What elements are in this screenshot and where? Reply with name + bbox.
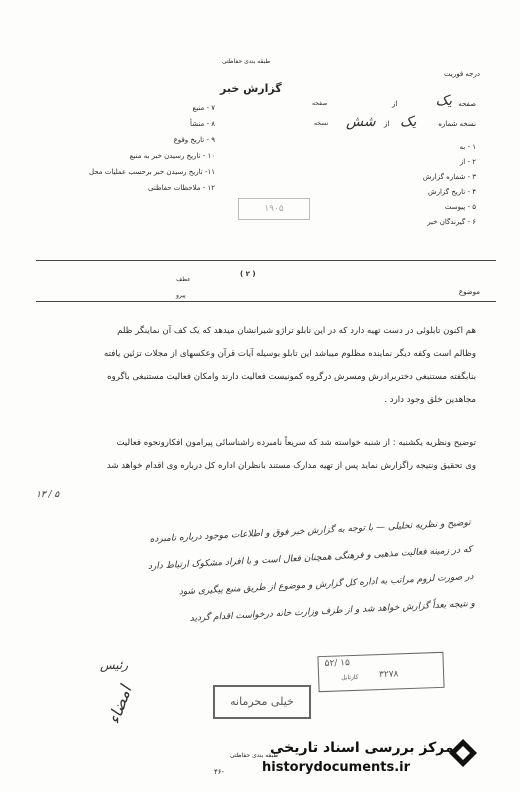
handwritten-date: ۱۳ / ۵: [36, 490, 60, 500]
handwritten-line: و نتیجه بعداً گزارش خواهد شد و از طرف وزارت خانه درخواست اقدام گردید: [189, 598, 476, 624]
handwritten-line: که در زمینه فعالیت مذهبی و فرهنگی همچنان فعال است و با افراد مشکوک ارتباط دارد: [147, 544, 473, 572]
field-item: ۱۰ - تاریخ رسیدن خبر به منبع: [129, 152, 215, 160]
faded-stamp-text: ۱۹۰۵: [264, 204, 284, 214]
handwritten-signature: امضاء: [104, 683, 136, 727]
field-item: ۶ - گیرندگان خبر: [427, 218, 476, 226]
divider: [36, 260, 496, 261]
explanation: [36, 432, 476, 478]
copy-label: نسخه شماره: [438, 120, 476, 128]
page-hand: یک: [435, 93, 452, 109]
registry-stamp-number: ۵۲/ ۱۵: [324, 658, 351, 669]
handwritten-note: [41, 510, 476, 640]
of-label: از: [392, 100, 398, 108]
copies-hand: شش: [346, 114, 376, 130]
page-title: گزارش خبر: [220, 82, 282, 95]
body-line: بنابگفته مستنبغی دختربرادرش ومسرش درگروه کمونیست فعالیت دارند وامکان فعالیت مستنبغی باگروه: [107, 372, 476, 382]
atf-label: عطف: [176, 276, 191, 283]
divider: [36, 301, 496, 302]
field-item: ۲ - از: [459, 158, 476, 166]
explanation-line: توضیح ونظریه یکشنبه : از شنبه خواسته شد که سریعاً نامبرده راشناسائی پیرامون افکارونحوه فعالیت: [116, 438, 476, 448]
copy-hand: یک: [400, 114, 417, 130]
field-item: ۵ - پیوست: [444, 203, 476, 211]
classification-stamp-text: خیلی محرمانه: [230, 695, 294, 708]
field-item: ۹ - تاریخ وقوع: [173, 136, 215, 144]
watermark-title: مرکز بررسی اسناد تاریخی: [270, 740, 454, 756]
body-line: مجاهدین خلق وجود دارد .: [384, 395, 476, 405]
page-label-2: صفحه: [312, 100, 328, 107]
report-number: ( ۲ ): [240, 270, 256, 278]
body-line: هم اکنون تابلوئی در دست تهیه دارد که در این تابلو تراژو شیرانشان میدهد که یک کف آن نماینگر ظلم: [117, 326, 476, 336]
field-item: ۱ - به: [459, 143, 476, 151]
field-item: ۱۱- تاریخ رسیدن خبر برحسب عملیات محل: [88, 168, 215, 176]
classification-stamp: [213, 685, 311, 719]
degree-label: درجه فوریت: [444, 70, 480, 78]
registry-stamp-label: کارتابل: [341, 673, 359, 682]
class-label: طبقه بندی حفاظتی: [222, 58, 271, 65]
faded-stamp: [238, 198, 310, 220]
registry-stamp-number-2: ۳۲۷۸: [378, 669, 399, 681]
page-number: ۴۶-: [214, 768, 225, 776]
watermark-url: historydocuments.ir: [262, 760, 411, 775]
right-fields: [423, 140, 476, 230]
handwritten-line: توضیح و نظریه تحلیلی — با توجه به گزارش خبر فوق و اطلاعات موجود درباره نامبرده: [149, 517, 471, 545]
explanation-line: وی تحقیق ونتیجه راگزارش نماید پس از تهیه مدارک مستند بانظران اداره کل درباره وی اقدام خواهد شد: [106, 461, 476, 471]
page-label: صفحه: [458, 100, 476, 108]
field-item: ۳ - شماره گزارش: [422, 173, 476, 181]
report-body: [36, 320, 476, 412]
of-label-2: از: [384, 120, 390, 128]
field-item: ۴ - تاریخ گزارش: [428, 188, 476, 196]
field-item: ۸ - منشأ: [190, 120, 215, 128]
left-fields: [89, 100, 215, 196]
peiro-label: پیرو: [176, 292, 186, 299]
field-item: ۱۲ - ملاحظات حفاظتی: [148, 184, 215, 192]
handwritten-initial: رئیس: [100, 658, 129, 672]
copies-label: نسخه: [314, 120, 329, 127]
handwritten-line: در صورت لزوم مراتب به اداره کل گزارش و موضوع از طریق منبع پیگیری شود: [178, 571, 474, 598]
footer-class-label: طبقه بندی حفاظتی: [230, 752, 279, 759]
subject-label: موضوع: [458, 288, 480, 296]
body-line: وظالم است وکفه دیگر نماینده مظلوم میباشد این تابلو بوسیله آیات قرآن وعکسهای از مجلات تزئین یافته: [104, 349, 476, 359]
field-item: ۷ - منبع: [192, 104, 215, 112]
registry-stamp: [317, 652, 444, 692]
